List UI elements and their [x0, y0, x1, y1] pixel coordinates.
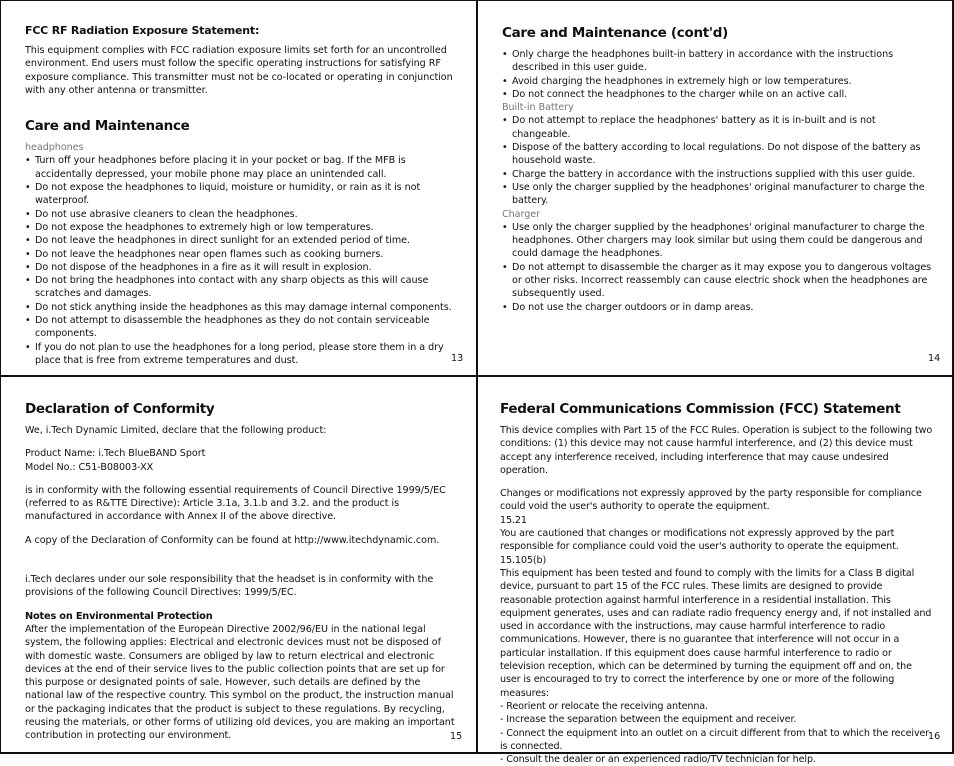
list-item: • Do not stick anything inside the headphones as this may damage internal components. — [25, 301, 457, 314]
declaration-text: i.Tech declares under our sole responsibility that the headset is in conformity with the provisions of the following Council Directives: 1999/5/EC. — [25, 574, 434, 599]
conformity-text: is in conformity with the following essential requirements of Council Directive 1999/5/EC (referred to as R&TTE Directive): Article 3.1a, 3.1.b and 3.2. and the product is manufactured in accordance with Annex II of the above directive. — [25, 484, 446, 523]
page-16 — [500, 400, 934, 766]
fcc-measure: - Consult the dealer or an experienced radio/TV technician for help. — [500, 754, 816, 766]
care-contd-title: Care and Maintenance (cont'd) — [502, 25, 728, 41]
fcc-measure: - Increase the separation between the equipment and receiver. — [500, 714, 797, 726]
fcc-title: Federal Communications Commission (FCC) Statement — [500, 401, 901, 417]
fcc-rf-title: FCC RF Radiation Exposure Statement: — [25, 24, 260, 37]
page-number-13: 13 — [451, 353, 464, 364]
list-item: • Do not attempt to replace the headphones' battery as it is in-built and is not changeable. — [502, 114, 934, 141]
doc-title: Declaration of Conformity — [25, 401, 215, 417]
fcc-measure: - Connect the equipment into an outlet on a circuit different from that to which the receiver is connected. — [500, 727, 930, 752]
fcc-para-3: You are cautioned that changes or modifications not expressly approved by the part responsible for compliance could void the user's authority to operate the equipment. — [500, 528, 899, 553]
list-item: • Do not attempt to disassemble the charger as it may expose you to dangerous voltages or other risks. Incorrect reassembly can cause electric shock when the headphones are subsequently used. — [502, 261, 934, 301]
page-14 — [502, 24, 934, 314]
charger-list — [502, 221, 934, 314]
fcc-section-15-21: 15.21 — [500, 514, 527, 526]
model-number: Model No.: C51-B08003-XX — [25, 461, 154, 473]
page-number-14: 14 — [928, 353, 941, 364]
list-item: • Use only the charger supplied by the headphones' original manufacturer to charge the battery. — [502, 181, 934, 208]
headphones-label: headphones — [25, 142, 84, 154]
list-item: • Avoid charging the headphones in extremely high or low temperatures. — [502, 75, 934, 88]
list-item: • Turn off your headphones before placing it in your pocket or bag. If the MFB is accidentally depressed, your mobile phone may place an unintended call. — [25, 154, 457, 181]
care-title: Care and Maintenance — [25, 118, 190, 135]
list-item: • Do not attempt to disassemble the headphones as they do not contain serviceable components. — [25, 314, 457, 341]
fcc-measure: - Reorient or relocate the receiving antenna. — [500, 700, 708, 712]
fcc-para-2: Changes or modifications not expressly approved by the party responsible for compliance could void the user's authority to operate the equipment. — [500, 488, 922, 513]
environment-notes-text: After the implementation of the European Directive 2002/96/EU in the national legal system, the following applies: Electrical and electronic devices must not be disposed of with domestic waste. Consumers are obliged by law to return electrical and electronic devices at the end of their service lives to the public collection points that are set up for this purpose or designated points of sale. However, such details are defined by the national law of the respective country. This symbol on the product, the instruction manual or the packaging indicates that the product is subject to these regulations. By recycling, reusing the materials, or other forms of utilizing old devices, you are making an important contribution in protecting our environment. — [25, 623, 455, 742]
list-item: • Do not use abrasive cleaners to clean the headphones. — [25, 208, 457, 221]
list-item: • Do not expose the headphones to extremely high or low temperatures. — [25, 221, 457, 234]
battery-label: Built-in Battery — [502, 102, 574, 114]
page-number-15: 15 — [450, 731, 463, 742]
list-item: • Use only the charger supplied by the headphones' original manufacturer to charge the headphones. Other chargers may look similar but using them could be dangerous and could damage the headphones. — [502, 221, 934, 261]
doc-intro: We, i.Tech Dynamic Limited, declare that the following product: — [25, 425, 327, 436]
list-item: • Do not dispose of the headphones in a fire as it will result in explosion. — [25, 261, 457, 274]
environment-notes-title: Notes on Environmental Protection — [25, 610, 213, 622]
vertical-divider — [476, 0, 478, 754]
charger-label: Charger — [502, 208, 541, 220]
list-item: • Do not use the charger outdoors or in damp areas. — [502, 301, 934, 314]
page-number-16: 16 — [928, 731, 941, 742]
fcc-section-15-105b: 15.105(b) — [500, 554, 547, 566]
care-list — [25, 154, 457, 367]
charging-list — [502, 48, 934, 101]
list-item: • Dispose of the battery according to local regulations. Do not dispose of the battery as household waste. — [502, 141, 934, 168]
list-item: • Only charge the headphones built-in battery in accordance with the instructions described in this user guide. — [502, 48, 934, 75]
list-item: • If you do not plan to use the headphones for a long period, please store them in a dry place that is free from extreme temperatures and dust. — [25, 341, 457, 368]
fcc-para-4: This equipment has been tested and found to comply with the limits for a Class B digital device, pursuant to part 15 of the FCC rules. These limits are designed to provide reasonable protection against harmful interference in a residential installation. This equipment generates, uses and can radiate radio frequency energy and, if not installed and used in accordance with the instructions, may cause harmful interference to radio communications. However, there is no guarantee that interference will not occur in a particular installation. If this equipment does cause harmful interference to radio or television reception, which can be determined by turning the equipment off and on, the user is encouraged to try to correct the interference by one or more of the following measures: — [500, 567, 932, 699]
list-item: • Do not bring the headphones into contact with any sharp objects as this will cause scratches and damages. — [25, 274, 457, 301]
battery-list — [502, 114, 934, 207]
page-13 — [25, 24, 457, 367]
copy-text: A copy of the Declaration of Conformity can be found at http://www.itechdynamic.com. — [25, 534, 440, 546]
fcc-para-1: This device complies with Part 15 of the FCC Rules. Operation is subject to the following two conditions: (1) this device may not cause harmful interference, and (2) this device must accept any interference received, including interference that may cause undesired operation. — [500, 425, 933, 476]
horizontal-divider — [0, 375, 954, 377]
fcc-rf-text: This equipment complies with FCC radiation exposure limits set forth for an uncontrolled environment. End users must follow the specific operating instructions for satisfying RF exposure compliance. This transmitter must not be co-located or operating in conjunction with any other antenna or transmitter. — [25, 45, 453, 96]
fcc-measures — [500, 700, 934, 766]
frame-left — [0, 0, 1, 754]
list-item: • Do not leave the headphones in direct sunlight for an extended period of time. — [25, 234, 457, 247]
list-item: • Do not connect the headphones to the charger while on an active call. — [502, 88, 934, 101]
product-name: Product Name: i.Tech BlueBAND Sport — [25, 448, 206, 460]
list-item: • Charge the battery in accordance with the instructions supplied with this user guide. — [502, 168, 934, 181]
page-15 — [25, 400, 457, 743]
list-item: • Do not expose the headphones to liquid, moisture or humidity, or rain as it is not waterproof. — [25, 181, 457, 208]
list-item: • Do not leave the headphones near open flames such as cooking burners. — [25, 248, 457, 261]
